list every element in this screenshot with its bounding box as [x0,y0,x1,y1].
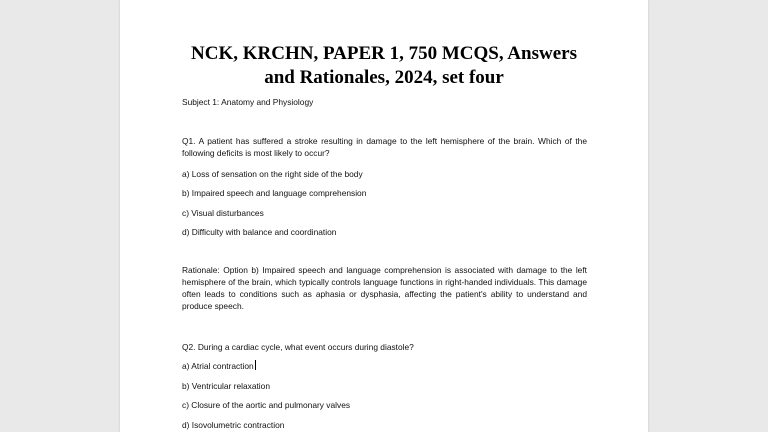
question-1-option-d: d) Difficulty with balance and coordination [182,227,337,237]
title-line-1: NCK, KRCHN, PAPER 1, 750 MCQS, Answers [191,43,577,64]
question-1-option-a: a) Loss of sensation on the right side of the body [182,169,363,179]
title-line-2: and Rationales, 2024, set four [264,67,504,88]
question-2-option-a: a) Atrial contraction [182,361,254,371]
document-page[interactable] [120,0,648,432]
question-1-option-c: c) Visual disturbances [182,208,264,218]
subject-heading: Subject 1: Anatomy and Physiology [182,97,314,107]
question-2-option-d: d) Isovolumetric contraction [182,420,285,430]
question-2-option-a-line [182,360,587,372]
question-1-rationale: Rationale: Option b) Impaired speech and language comprehension is associated with damage to the left hemisphere of the brain, which typically controls language functions in right-handed individuals. This damage often leads to conditions such as aphasia or dysphasia, affecting the patient's ability to understand and produce speech. [182,265,587,311]
question-1-option-b: b) Impaired speech and language comprehension [182,188,367,198]
text-cursor [255,360,256,370]
document-title [120,42,648,90]
question-1-text: Q1. A patient has suffered a stroke resulting in damage to the left hemisphere of the brain. Which of the following deficits is most likely to occur? [182,136,587,158]
question-2-text: Q2. During a cardiac cycle, what event occurs during diastole? [182,342,414,352]
question-2-option-b: b) Ventricular relaxation [182,381,270,391]
question-2-option-c: c) Closure of the aortic and pulmonary valves [182,400,351,410]
